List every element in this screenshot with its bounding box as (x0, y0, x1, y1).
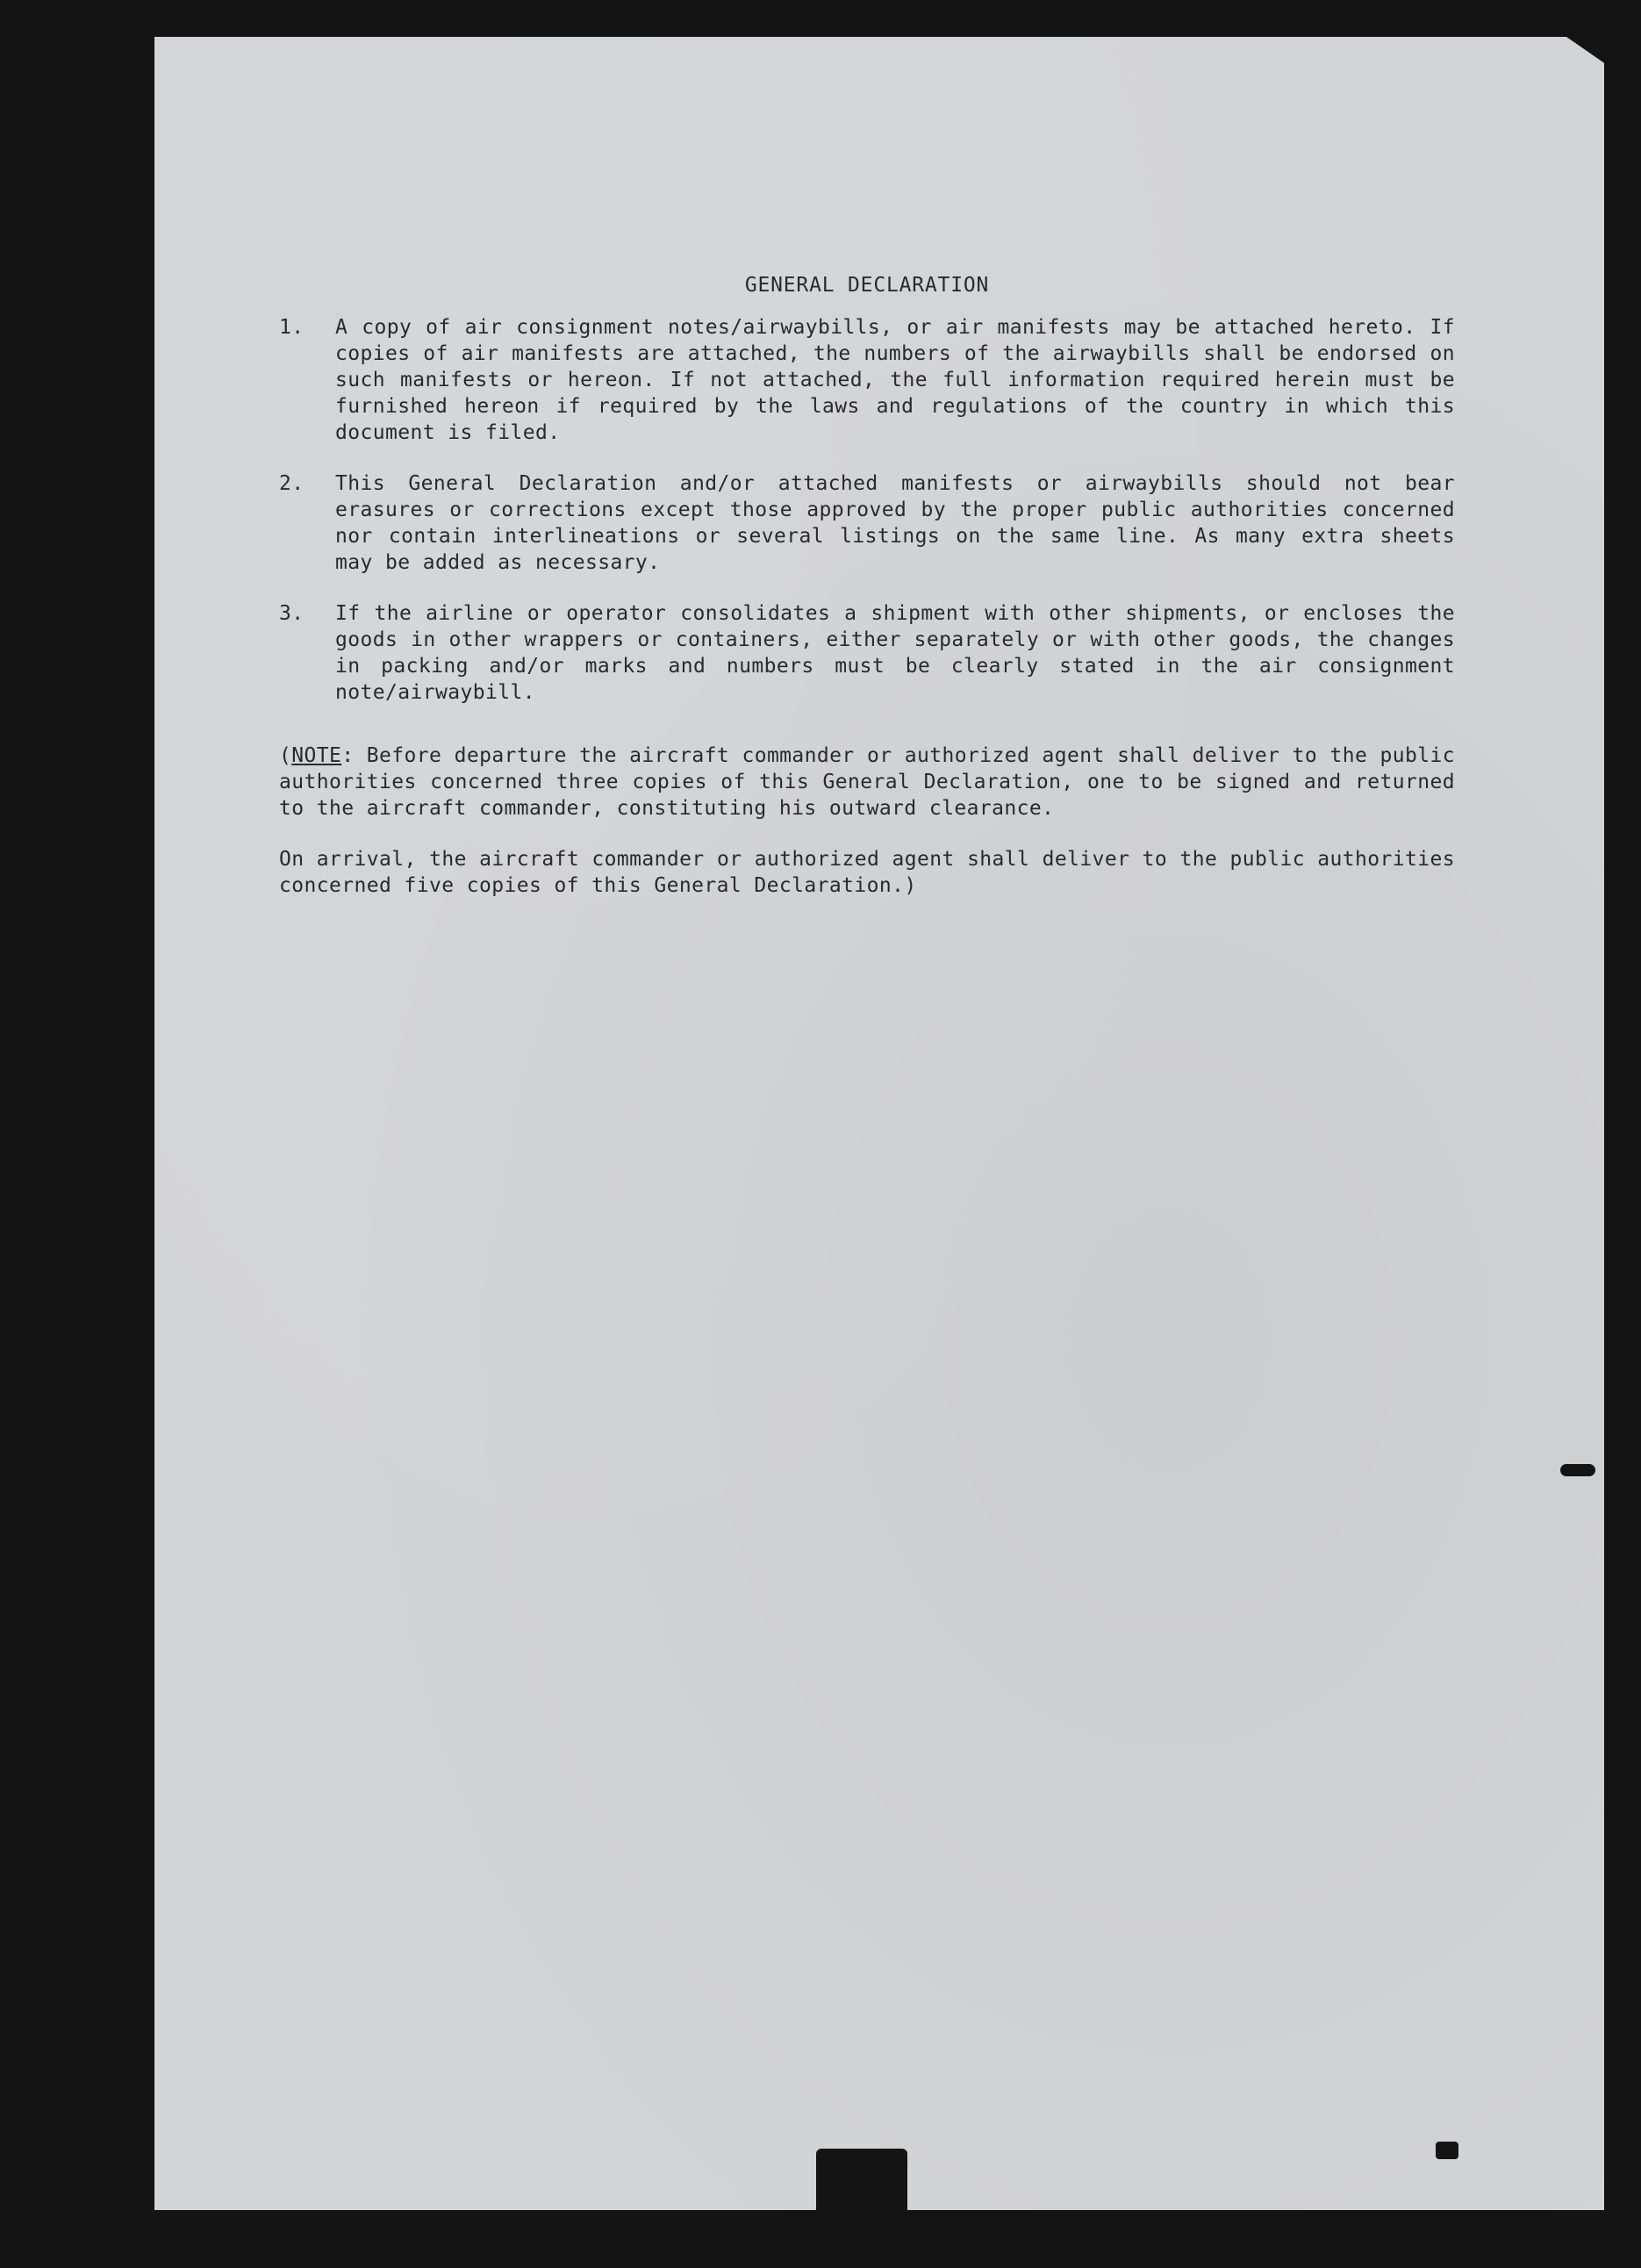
item-number: 2. (279, 472, 305, 495)
note-label: NOTE (291, 744, 342, 767)
arrival-paragraph: On arrival, the aircraft commander or authorized agent shall deliver to the public authorities concerned five copies of this General Declaration.) (279, 848, 1455, 897)
note-paragraph (279, 743, 1455, 822)
binding-tab-mark (816, 2149, 907, 2219)
item-text: A copy of air consignment notes/airwaybills, or air manifests may be attached hereto. If copies of air manifests are attached, the numbers of the airwaybills shall be endorsed on such manifests or hereon. If not attached, the full information required herein must be furnished hereon if required by the laws and regulations of the country in which this document is filed. (335, 316, 1455, 444)
edge-clip-mark (1560, 1464, 1595, 1476)
item-text: This General Declaration and/or attached manifests or airwaybills should not bear erasures or corrections except those approved by the proper public authorities concerned nor contain interlineations or several listings on the same line. As many extra sheets may be added as necessary. (335, 472, 1455, 574)
list-item (279, 314, 1455, 446)
corner-speck-mark (1436, 2142, 1458, 2159)
note-open-paren: ( (279, 744, 292, 767)
item-number: 1. (279, 316, 305, 339)
general-declaration-document (279, 272, 1455, 899)
list-item (279, 600, 1455, 706)
note-text: Before departure the aircraft commander or authorized agent shall deliver to the public authorities concerned three copies of this General Declaration, one to be signed and returned to the aircraft commander, constituting his outward clearance. (279, 744, 1455, 820)
document-title: GENERAL DECLARATION (744, 274, 990, 297)
note-label-suffix: : (341, 744, 355, 767)
item-number: 3. (279, 602, 305, 625)
item-text: If the airline or operator consolidates a shipment with other shipments, or encloses the goods in other wrappers or containers, either separately or with other goods, the changes in packing and/or marks and numbers must be clearly stated in the air consignment note/airwaybill. (335, 602, 1455, 704)
list-item (279, 470, 1455, 576)
